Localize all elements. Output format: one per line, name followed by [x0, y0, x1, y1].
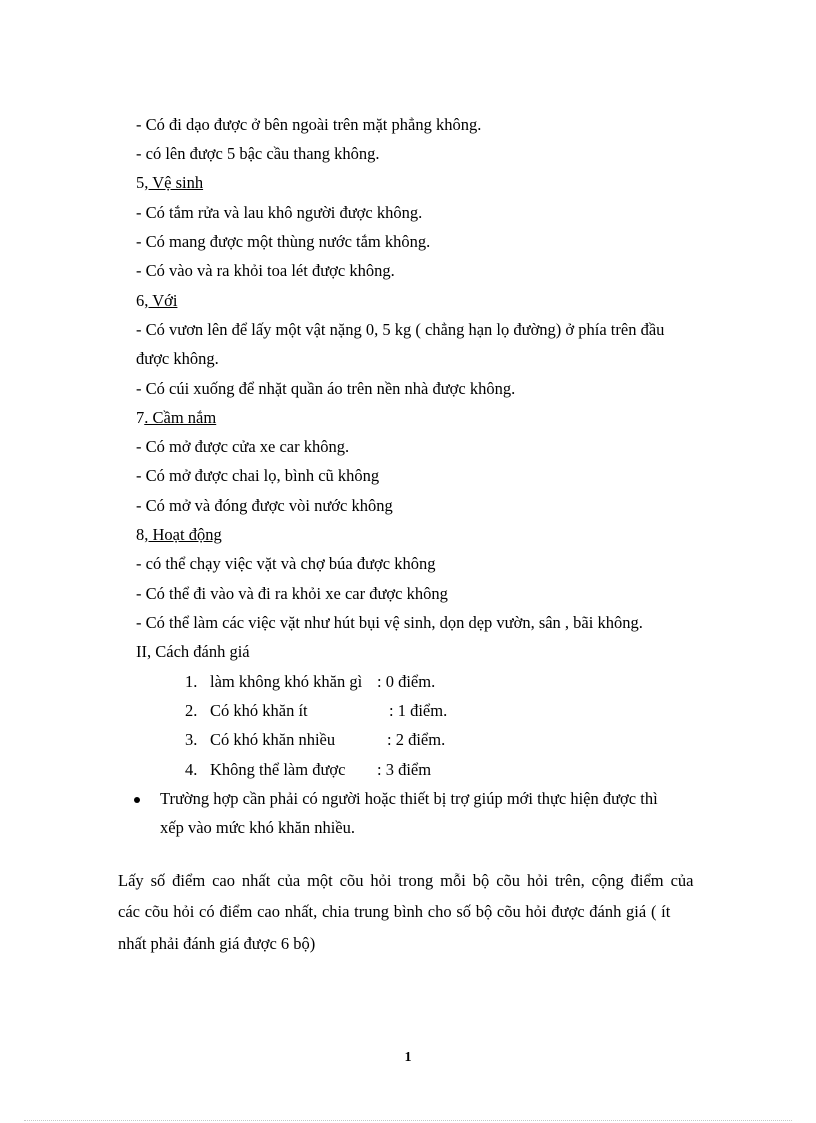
section-number: 5 — [136, 173, 145, 192]
text-line: - Có đi dạo được ở bên ngoài trên mặt phẳng không. — [136, 115, 482, 134]
text-line: - Có tắm rửa và lau khô người được không. — [136, 203, 423, 222]
text-line: - Có mở và đóng được vòi nước không — [136, 496, 393, 515]
assessment-heading: II, Cách đánh giá — [136, 642, 250, 661]
score-number: 2. — [185, 701, 198, 720]
text-line: - Có mở được chai lọ, bình cũ không — [136, 466, 380, 485]
section-title: , Với — [144, 291, 178, 310]
score-value: : 0 điểm. — [377, 672, 436, 691]
score-value: : 3 điểm — [377, 760, 432, 779]
text-line: - Có vào và ra khỏi toa lét được không. — [136, 261, 395, 280]
score-number: 1. — [185, 672, 198, 691]
page-number: 1 — [404, 1050, 412, 1065]
score-label: Không thể làm được — [210, 760, 346, 779]
section-number: 7 — [136, 408, 145, 427]
bullet-text: Trường hợp cần phải có người hoặc thiết bị trợ giúp mới thực hiện được thì — [160, 789, 658, 808]
score-number: 3. — [185, 730, 198, 749]
section-heading-6 — [136, 291, 177, 311]
text-line: - Có thể đi vào và đi ra khỏi xe car được không — [136, 584, 448, 603]
text-line: - Có vươn lên để lấy một vật nặng 0, 5 kg ( chẳng hạn lọ đường) ở phía trên đầu — [136, 320, 665, 339]
section-number: 6 — [136, 291, 145, 310]
section-heading-8 — [136, 525, 222, 545]
section-heading-5 — [136, 173, 203, 193]
text-line: được không. — [136, 349, 219, 368]
conclusion-text: nhất phải đánh giá được 6 bộ) — [118, 934, 316, 953]
text-line: - Có cúi xuống để nhặt quần áo trên nền nhà được không. — [136, 379, 516, 398]
section-heading-7 — [136, 408, 216, 428]
section-number: 8 — [136, 525, 145, 544]
bullet-text: xếp vào mức khó khăn nhiều. — [160, 818, 355, 837]
score-label: Có khó khăn ít — [210, 701, 308, 720]
section-title: . Cầm nắm — [144, 408, 217, 427]
text-line: - Có mở được cửa xe car không. — [136, 437, 350, 456]
conclusion-text: các cõu hỏi có điểm cao nhất, chia trung bình cho số bộ cõu hỏi được đánh giá ( ít — [118, 902, 671, 921]
section-title: , Hoạt động — [144, 525, 222, 544]
score-value: : 1 điểm. — [389, 701, 448, 720]
score-value: : 2 điểm. — [387, 730, 446, 749]
section-title: , Vệ sinh — [144, 173, 204, 192]
conclusion-line — [118, 871, 768, 891]
bullet-icon — [134, 797, 140, 803]
conclusion-line — [118, 902, 768, 922]
score-label: làm không khó khăn gì — [210, 672, 363, 691]
conclusion-text: Lấy số điểm cao nhất của một cõu hỏi trong mỗi bộ cõu hỏi trên, cộng điểm của — [118, 871, 694, 890]
text-line: - Có mang được một thùng nước tắm không. — [136, 232, 431, 251]
text-line: - Có thể làm các việc vặt như hút bụi vệ sinh, dọn dẹp vườn, sân , bãi không. — [136, 613, 643, 632]
text-line: - có lên được 5 bậc cầu thang không. — [136, 144, 380, 163]
text-line: - có thể chạy việc vặt và chợ búa được không — [136, 554, 436, 573]
score-label: Có khó khăn nhiều — [210, 730, 336, 749]
page-bottom-divider — [24, 1120, 792, 1121]
score-number: 4. — [185, 760, 198, 779]
